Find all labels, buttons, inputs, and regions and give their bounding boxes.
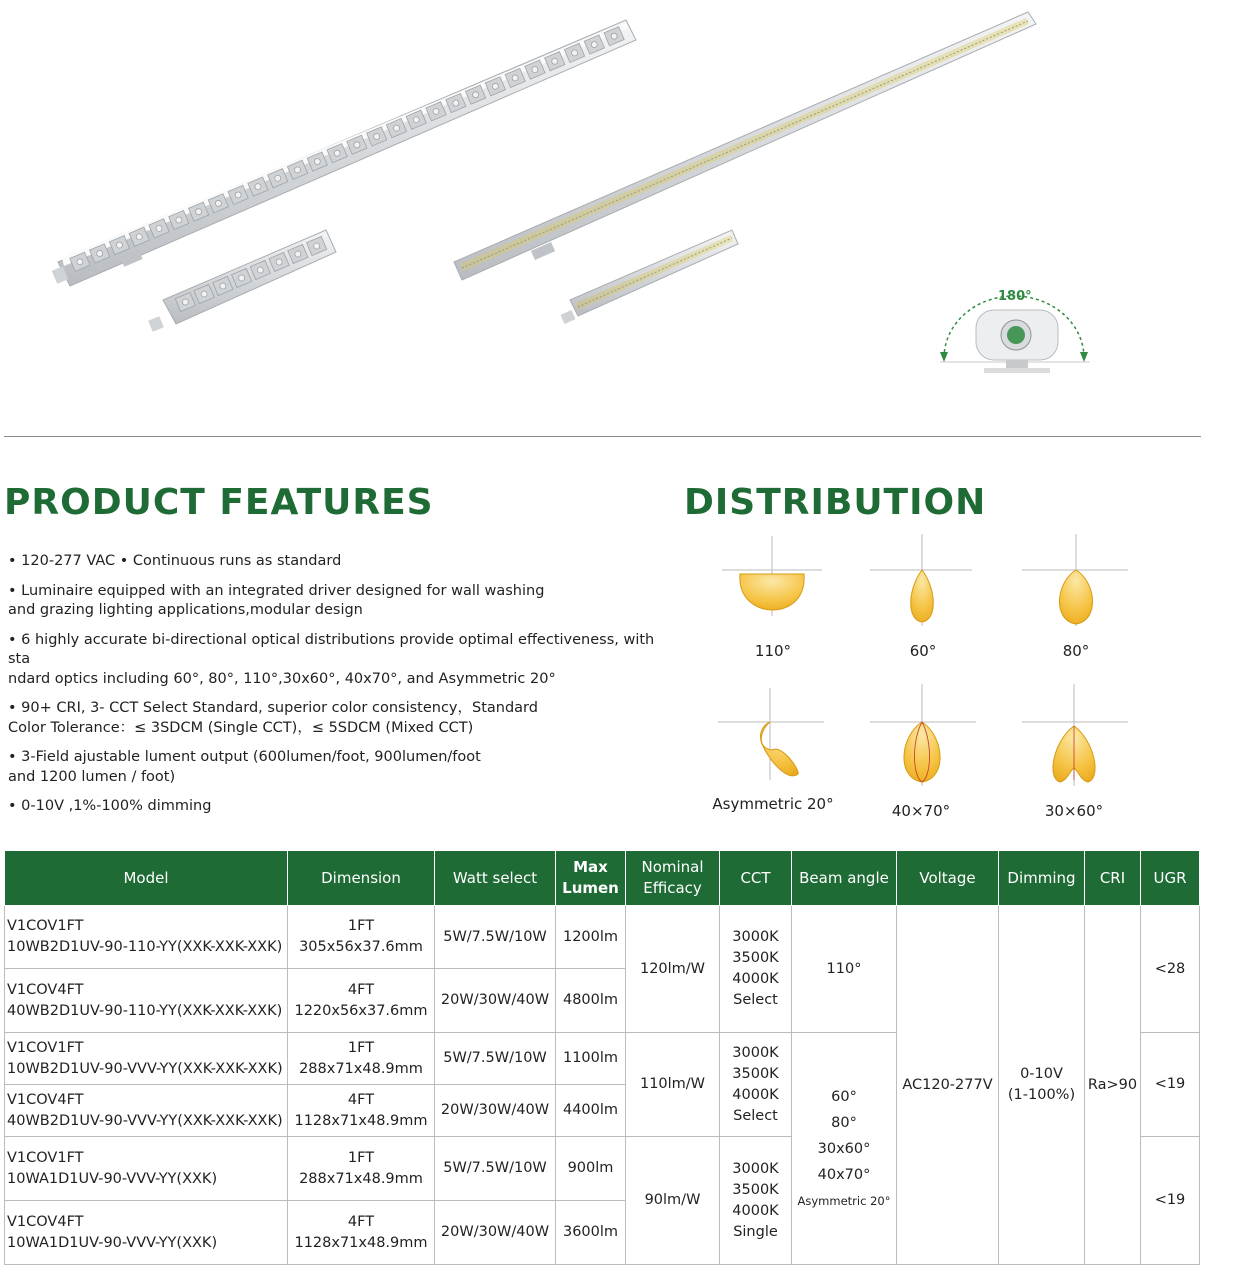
feature-item: • Luminaire equipped with an integrated driver designed for wall washing and grazing lighting applications,modular design xyxy=(8,582,545,618)
beam-angle-cell: 110° xyxy=(792,906,897,1033)
features-title: PRODUCT FEATURES xyxy=(4,482,434,523)
dimension-cell: 4FT 1128x71x48.9mm xyxy=(288,1085,435,1137)
col-header-voltage: Voltage xyxy=(897,851,999,906)
lens-led xyxy=(611,33,617,39)
lens-led xyxy=(235,192,241,198)
lens-led xyxy=(156,225,162,231)
dimension-cell: 1FT 288x71x48.9mm xyxy=(288,1137,435,1201)
model-cell: V1COV1FT 10WB2D1UV-90-110-YY(XXK-XXK-XXK) xyxy=(5,906,288,969)
model-cell: V1COV4FT 40WB2D1UV-90-110-YY(XXK-XXK-XXK) xyxy=(5,969,288,1033)
col-header-cct: CCT xyxy=(720,851,792,906)
lens-led xyxy=(182,299,188,305)
model-cell: V1COV4FT 10WA1D1UV-90-VVV-YY(XXK) xyxy=(5,1201,288,1265)
distribution-title: DISTRIBUTION xyxy=(684,482,987,523)
distribution-40x70-icon xyxy=(870,684,976,786)
lens-led xyxy=(97,250,103,256)
feature-item: • 6 highly accurate bi-directional optical distributions provide optimal effectiveness, with sta ndard optics including 60°, 80°, 110°,30x60°, 40x70°, and Asymmetric 20° xyxy=(8,631,655,687)
feature-item: • 3-Field ajustable lument output (600lumen/foot, 900lumen/foot and 1200 lumen / foot) xyxy=(8,749,481,785)
spec-table xyxy=(4,850,1200,1265)
lumen-cell: 1200lm xyxy=(556,906,626,969)
lens-led xyxy=(196,209,202,215)
lumen-cell: 3600lm xyxy=(556,1201,626,1265)
lens-led xyxy=(453,100,459,106)
lens-led xyxy=(239,275,245,281)
lumen-cell: 900lm xyxy=(556,1137,626,1201)
col-header-max-lumen: Max Lumen xyxy=(556,851,626,906)
distribution-asymmetric-icon xyxy=(718,688,824,780)
dimension-cell: 4FT 1128x71x48.9mm xyxy=(288,1201,435,1265)
lens-led xyxy=(532,67,538,73)
table-header-row xyxy=(5,851,1200,906)
lens-led xyxy=(413,117,419,123)
distribution-30x60-icon xyxy=(1022,684,1128,786)
lumen-cell: 4400lm xyxy=(556,1085,626,1137)
cct-cell: 3000K 3500K 4000K Select xyxy=(720,906,792,1033)
cct-cell: 3000K 3500K 4000K Select xyxy=(720,1033,792,1137)
lens-led xyxy=(77,259,83,265)
watt-cell: 20W/30W/40W xyxy=(435,969,556,1033)
model-cell: V1COV4FT 40WB2D1UV-90-VVV-YY(XXK-XXK-XXK) xyxy=(5,1085,288,1137)
lens-led xyxy=(552,58,558,64)
lens-led xyxy=(276,259,282,265)
feature-item: • 0-10V ,1%-100% dimming xyxy=(8,798,212,814)
lens-led xyxy=(374,133,380,139)
watt-cell: 5W/7.5W/10W xyxy=(435,1137,556,1201)
cri-cell: Ra>90 xyxy=(1085,906,1141,1265)
distribution-110-icon xyxy=(722,536,822,616)
lens-led xyxy=(136,234,142,240)
col-header-watt: Watt select xyxy=(435,851,556,906)
lens-led xyxy=(334,150,340,156)
feature-item: • 120-277 VAC • Continuous runs as standard xyxy=(8,553,342,569)
distribution-label: 80° xyxy=(1062,642,1090,660)
lens-led xyxy=(393,125,399,131)
short-lens-bar xyxy=(148,230,336,332)
lens-led xyxy=(512,75,518,81)
rotation-angle-label: 180° xyxy=(998,289,1032,304)
distribution-label: 60° xyxy=(909,642,937,660)
table-row xyxy=(5,906,1200,969)
distribution-80-icon xyxy=(1022,534,1128,626)
dimension-cell: 1FT 305x56x37.6mm xyxy=(288,906,435,969)
lens-led xyxy=(275,175,281,181)
efficacy-cell: 90lm/W xyxy=(626,1137,720,1265)
distribution-diagrams xyxy=(700,530,1160,800)
lens-led xyxy=(295,167,301,173)
lens-led xyxy=(473,92,479,98)
distribution-label: 40×70° xyxy=(891,802,951,820)
dimension-cell: 4FT 1220x56x37.6mm xyxy=(288,969,435,1033)
lens-led xyxy=(116,242,122,248)
lumen-cell: 4800lm xyxy=(556,969,626,1033)
col-header-dimming: Dimming xyxy=(999,851,1085,906)
lumen-cell: 1100lm xyxy=(556,1033,626,1085)
voltage-cell: AC120-277V xyxy=(897,906,999,1265)
col-header-cri: CRI xyxy=(1085,851,1141,906)
lens-led xyxy=(314,243,320,249)
efficacy-cell: 120lm/W xyxy=(626,906,720,1033)
feature-item: • 90+ CRI, 3- CCT Select Standard, superior color consistency，Standard Color Tolerance：≤ 3SDCM (Single CCT)，≤ 5SDCM (Mixed CCT) xyxy=(8,700,538,736)
lens-led xyxy=(257,267,263,273)
col-header-efficacy: Nominal Efficacy xyxy=(626,851,720,906)
efficacy-cell: 110lm/W xyxy=(626,1033,720,1137)
ugr-cell: <28 xyxy=(1141,906,1200,1033)
watt-cell: 5W/7.5W/10W xyxy=(435,1033,556,1085)
lens-led xyxy=(220,283,226,289)
long-strip-bar xyxy=(454,12,1036,280)
model-cell: V1COV1FT 10WB2D1UV-90-VVV-YY(XXK-XXK-XXK) xyxy=(5,1033,288,1085)
lens-led xyxy=(354,142,360,148)
lens-led xyxy=(591,42,597,48)
lens-led xyxy=(215,200,221,206)
lens-led xyxy=(492,83,498,89)
distribution-label: 110° xyxy=(754,642,792,660)
model-cell: V1COV1FT 10WA1D1UV-90-VVV-YY(XXK) xyxy=(5,1137,288,1201)
lens-led xyxy=(295,251,301,257)
ugr-cell: <19 xyxy=(1141,1137,1200,1265)
distribution-60-icon xyxy=(870,534,972,626)
col-header-beam-angle: Beam angle xyxy=(792,851,897,906)
beam-angle-cell: 60° 80° 30x60° 40x70° Asymmetric 20° xyxy=(792,1033,897,1265)
distribution-label: 30×60° xyxy=(1044,802,1104,820)
section-divider xyxy=(4,436,1201,437)
lens-led xyxy=(572,50,578,56)
watt-cell: 20W/30W/40W xyxy=(435,1201,556,1265)
distribution-label: Asymmetric 20° xyxy=(712,795,834,813)
lens-led xyxy=(176,217,182,223)
lens-led xyxy=(255,184,261,190)
ugr-cell: <19 xyxy=(1141,1033,1200,1137)
dimming-cell: 0-10V (1-100%) xyxy=(999,906,1085,1265)
rotation-180-diagram xyxy=(940,289,1090,373)
lens-led xyxy=(433,108,439,114)
dimension-cell: 1FT 288x71x48.9mm xyxy=(288,1033,435,1085)
cct-cell: 3000K 3500K 4000K Single xyxy=(720,1137,792,1265)
col-header-model: Model xyxy=(5,851,288,906)
lens-led xyxy=(314,159,320,165)
short-strip-bar xyxy=(560,230,738,324)
col-header-ugr: UGR xyxy=(1141,851,1200,906)
features-list xyxy=(8,552,678,827)
lens-led xyxy=(201,291,207,297)
watt-cell: 20W/30W/40W xyxy=(435,1085,556,1137)
col-header-dimension: Dimension xyxy=(288,851,435,906)
product-hero-images xyxy=(0,0,1241,420)
watt-cell: 5W/7.5W/10W xyxy=(435,906,556,969)
